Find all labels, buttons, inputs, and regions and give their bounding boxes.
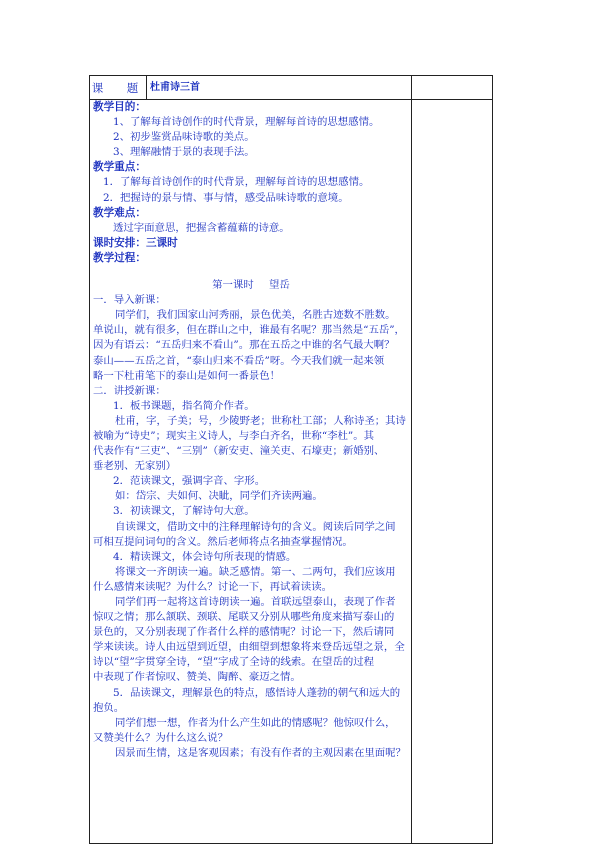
- lesson-heading: [93, 266, 409, 293]
- body-line: 自读课文，借助文中的注释理解诗句的含义。阅读后同学之间: [115, 520, 396, 533]
- body-line: 略一下杜甫笔下的泰山是如何一番景色！: [93, 369, 281, 382]
- difficulty-heading: 教学难点：: [93, 206, 146, 219]
- topic-title: 杜甫诗三首: [150, 82, 200, 93]
- process-heading: 教学过程：: [93, 251, 146, 264]
- body-line: 泰山——五岳之首，“泰山归来不看岳”呀。今天我们就一起来领: [93, 354, 385, 367]
- body-line: 中表现了作者惊叹、赞美、陶醉、豪迈之情。: [93, 671, 301, 684]
- body-line: 什么感情来读呢？为什么？讨论一下，再试着读读。: [93, 580, 332, 593]
- body-line: 同学们想一想，作者为什么产生如此的情感呢？他惊叹什么，: [115, 716, 396, 729]
- body-line: 单说山，就有很多，但在群山之中，谁最有名呢？那当然是“五岳”，: [93, 324, 405, 337]
- body-line: 因景而生情，这是客观因素；有没有作者的主观因素在里面呢？: [115, 746, 406, 759]
- lesson-content: [93, 100, 409, 761]
- key-point-item: 2．把握诗的景与情、事与情，感受品味诗歌的意境。: [103, 191, 349, 204]
- body-line: 景色的，又分别表现了作者什么样的感情呢？讨论一下，然后请同: [93, 626, 395, 639]
- difficulty-text: 透过字面意思，把握含蓄蕴藉的诗意。: [113, 221, 290, 234]
- body-line: 同学们，我们国家山河秀丽，景色优美，名胜古迹数不胜数。: [115, 309, 396, 322]
- side-column-divider: [411, 76, 412, 843]
- key-point-item: 1．了解每首诗创作的时代背景，理解每首诗的思想感情。: [103, 176, 370, 189]
- body-line: 被喻为“诗史”；现实主义诗人，与李白齐名，世称“李杜”。其: [93, 429, 375, 442]
- body-line: 二．讲授新课：: [93, 384, 166, 397]
- body-line: 如：岱宗、夫如何、决眦，同学们齐读两遍。: [115, 490, 323, 503]
- lesson-body: [93, 293, 409, 761]
- lesson-plan-table: [89, 75, 493, 844]
- body-line: 抱负。: [93, 701, 125, 714]
- body-line: 垂老别、无家别）: [93, 460, 177, 473]
- lesson-period: 第一课时: [212, 279, 254, 292]
- label-divider: [146, 76, 147, 99]
- objective-item: 2、初步鉴赏品味诗歌的美点。: [113, 131, 255, 144]
- body-line: 因为有语云：“五岳归来不看山”。那在五岳之中谁的名气最大啊？: [93, 339, 395, 352]
- objective-item: 3、理解融情于景的表现手法。: [113, 146, 255, 159]
- body-line: 3．初读课文，了解诗句大意。: [113, 505, 255, 518]
- body-line: 2．范读课文，强调字音、字形。: [113, 475, 266, 488]
- body-line: 1．板书课题，指名简介作者。: [113, 399, 255, 412]
- body-line: 诗以“望”字贯穿全诗，“望”字成了全诗的线索。在望岳的过程: [93, 656, 375, 669]
- key-points-heading: 教学重点：: [93, 161, 146, 174]
- body-line: 代表作有“三吏”、“三别”（新安吏、潼关吏、石壕吏；新婚别、: [93, 445, 385, 458]
- body-line: 可相互提问词句的含义。然后老师将点名抽查掌握情况。: [93, 535, 353, 548]
- body-line: 同学们再一起将这首诗朗读一遍。首联远望泰山，表现了作者: [115, 596, 396, 608]
- schedule: 课时安排：三课时: [93, 236, 178, 249]
- body-line: 杜甫，字，子美；号，少陵野老；世称杜工部；人称诗圣；其诗: [115, 414, 406, 427]
- body-line: 将课文一齐朗读一遍。缺乏感情。第一、二两句，我们应该用: [115, 565, 396, 578]
- body-line: 5．品读课文，理解景色的特点，感悟诗人蓬勃的朝气和远大的: [113, 686, 401, 699]
- objective-item: 1、了解每首诗创作的时代背景，理解每首诗的思想感情。: [113, 116, 380, 129]
- lesson-poem: 望岳: [269, 279, 290, 292]
- body-line: 4．精读课文，体会诗句所表现的情感。: [113, 550, 297, 563]
- body-line: 惊叹之情；那么颔联、颈联、尾联又分别从哪些角度来描写泰山的: [93, 611, 395, 624]
- body-line: 学来读读。诗人由远望到近望，由细望到想象将来登岳远望之景，全: [93, 641, 405, 654]
- body-line: 一．导入新课：: [93, 294, 166, 307]
- topic-label: 课 题: [91, 80, 145, 95]
- body-line: 又赞美什么？为什么这么说？: [93, 731, 229, 744]
- objectives-heading: 教学目的：: [93, 101, 146, 113]
